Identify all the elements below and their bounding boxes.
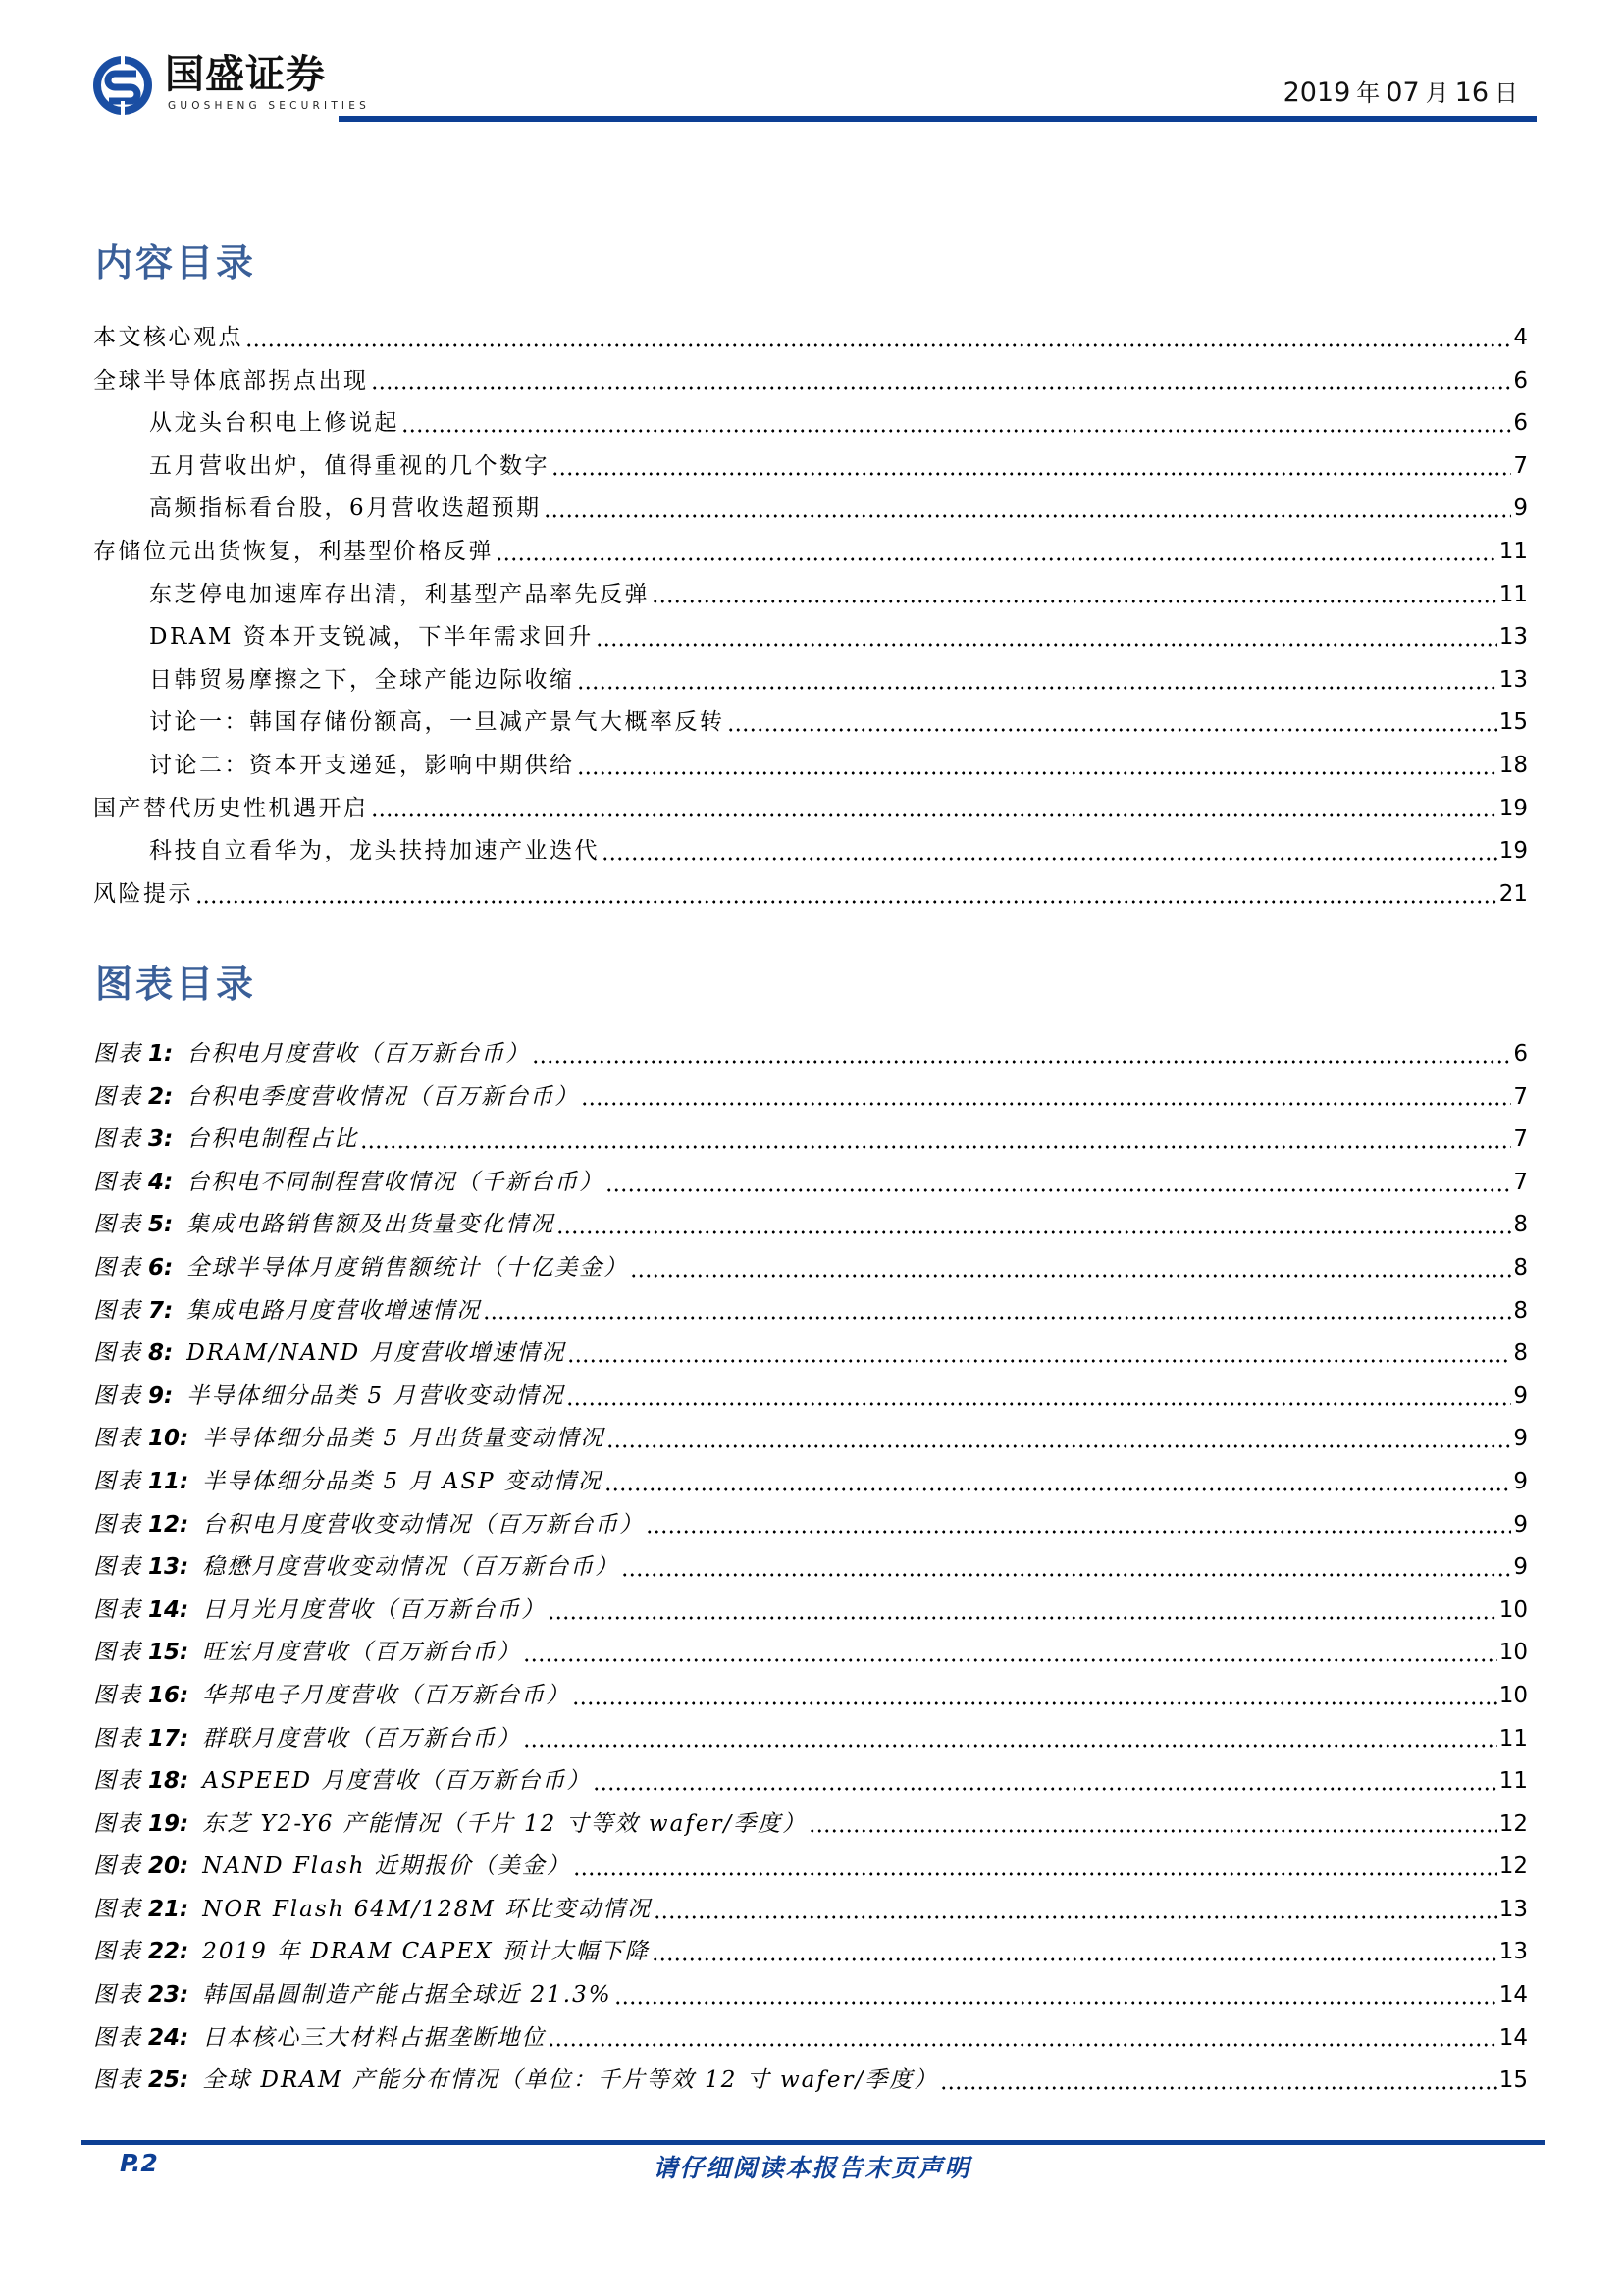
figure-label: 图表 (93, 1511, 142, 1538)
toc-entry-page: 13 (1498, 624, 1528, 651)
dot-leader (727, 728, 1497, 732)
dot-leader (940, 2086, 1496, 2090)
figure-entry-page: 14 (1498, 2024, 1528, 2051)
toc-entry-title[interactable]: 风险提示 (93, 880, 193, 907)
figure-label: 图表 (93, 1810, 142, 1837)
figure-number: 2: (148, 1083, 174, 1110)
figures-title: 图表目录 (95, 962, 257, 1006)
figure-entry-title[interactable]: 全球 DRAM 产能分布情况（单位：千片等效 12 寸 wafer/季度） (202, 2067, 939, 2094)
toc-entry-title[interactable]: 高频指标看台股，6月营收迭超预期 (149, 496, 542, 522)
figure-number: 4: (148, 1169, 174, 1195)
figure-label: 图表 (93, 1853, 142, 1880)
figure-entry-title[interactable]: 稳懋月度营收变动情况（百万新台币） (202, 1554, 620, 1581)
figure-entry[interactable] (93, 1718, 1528, 1761)
figure-number: 16: (148, 1682, 189, 1708)
figure-entry[interactable] (93, 2060, 1528, 2103)
toc-entry[interactable] (93, 402, 1528, 445)
figure-number: 21: (148, 1896, 189, 1922)
figure-number: 25: (148, 2067, 189, 2094)
toc-entry[interactable] (93, 873, 1528, 916)
dot-leader (532, 1060, 1511, 1064)
figure-entry[interactable] (93, 1290, 1528, 1333)
toc-entry-title[interactable]: 五月营收出炉，值得重视的几个数字 (149, 452, 550, 479)
figure-number: 11: (148, 1468, 189, 1494)
figure-number: 3: (148, 1126, 174, 1153)
toc-entry-page: 21 (1498, 880, 1528, 907)
dot-leader (523, 1744, 1497, 1748)
figure-entry-title[interactable]: 日本核心三大材料占据垄断地位 (202, 2024, 547, 2051)
toc-entry-page: 11 (1498, 538, 1528, 564)
toc-entry-page: 9 (1513, 496, 1528, 522)
toc-entry-page: 19 (1498, 795, 1528, 821)
toc-entry[interactable] (93, 616, 1528, 659)
figure-number: 22: (148, 1939, 189, 1965)
figure-label: 图表 (93, 1982, 142, 2009)
figure-entry-title[interactable]: 集成电路销售额及出货量变化情况 (186, 1212, 555, 1238)
toc-entry-page: 15 (1498, 709, 1528, 736)
dot-leader (604, 1487, 1511, 1491)
date-day-unit: 日 (1494, 79, 1518, 107)
dot-leader (621, 1573, 1511, 1577)
figure-label: 图表 (93, 1640, 142, 1666)
toc-entry[interactable] (93, 702, 1528, 745)
figure-entry-page: 10 (1498, 1682, 1528, 1708)
figure-label: 图表 (93, 1297, 142, 1324)
dot-leader (581, 1102, 1511, 1106)
figure-label: 图表 (93, 1083, 142, 1110)
toc-entry-page: 19 (1498, 838, 1528, 864)
contents-list (93, 317, 1528, 915)
figure-entry-page: 13 (1498, 1939, 1528, 1965)
figure-number: 17: (148, 1725, 189, 1751)
figure-entry[interactable] (93, 1504, 1528, 1547)
figure-entry[interactable] (93, 1033, 1528, 1076)
dot-leader (630, 1274, 1511, 1278)
figure-entry[interactable] (93, 1889, 1528, 1932)
figure-entry[interactable] (93, 1590, 1528, 1633)
dot-leader (577, 771, 1497, 775)
toc-entry-title[interactable]: 讨论二：资本开支递延，影响中期供给 (149, 752, 575, 778)
figure-entry-title[interactable]: 半导体细分品类 5 月营收变动情况 (186, 1383, 565, 1409)
toc-entry[interactable] (93, 659, 1528, 703)
figure-label: 图表 (93, 1725, 142, 1751)
figure-entry[interactable] (93, 1204, 1528, 1247)
toc-entry-page: 13 (1498, 666, 1528, 693)
figure-entry-title[interactable]: 集成电路月度营收增速情况 (186, 1297, 482, 1324)
dot-leader (523, 1658, 1497, 1662)
toc-entry-page: 11 (1498, 581, 1528, 607)
figure-entry-page: 7 (1513, 1126, 1528, 1153)
figure-entry[interactable] (93, 1760, 1528, 1803)
figure-entry-title[interactable]: ASPEED 月度营收（百万新台币） (202, 1768, 592, 1795)
figure-entry[interactable] (93, 1162, 1528, 1205)
figure-label: 图表 (93, 1126, 142, 1153)
figure-number: 5: (148, 1212, 174, 1238)
dot-leader (544, 514, 1512, 518)
figure-entry[interactable] (93, 1332, 1528, 1376)
toc-entry-title[interactable]: 存储位元出货恢复，利基型价格反弹 (93, 538, 494, 564)
figure-entry[interactable] (93, 1974, 1528, 2017)
figure-number: 18: (148, 1768, 189, 1795)
figure-entry[interactable] (93, 1461, 1528, 1504)
dot-leader (556, 1230, 1511, 1234)
figure-label: 图表 (93, 1169, 142, 1195)
toc-entry-title[interactable]: 日韩贸易摩擦之下，全球产能边际收缩 (149, 666, 575, 693)
figure-label: 图表 (93, 1254, 142, 1280)
figure-entry[interactable] (93, 1247, 1528, 1290)
figure-entry-page: 13 (1498, 1896, 1528, 1922)
figure-entry-title[interactable]: 台积电制程占比 (186, 1126, 359, 1153)
toc-entry[interactable] (93, 830, 1528, 873)
figure-entry-page: 9 (1513, 1426, 1528, 1452)
figure-number: 20: (148, 1853, 189, 1880)
figure-entry-page: 7 (1513, 1169, 1528, 1195)
figure-entry-title[interactable]: 半导体细分品类 5 月 ASP 变动情况 (202, 1468, 602, 1494)
toc-entry-title[interactable]: 讨论一：韩国存储份额高，一旦减产景气大概率反转 (149, 709, 725, 736)
header-divider (339, 116, 1537, 122)
figure-entry[interactable] (93, 1632, 1528, 1675)
report-date (1283, 77, 1524, 110)
figure-entry[interactable] (93, 1546, 1528, 1590)
figure-label: 图表 (93, 1212, 142, 1238)
dot-leader (551, 472, 1511, 476)
figure-entry-page: 10 (1498, 1640, 1528, 1666)
figure-entry-page: 12 (1498, 1810, 1528, 1837)
figure-number: 1: (148, 1041, 174, 1067)
figure-entry-title[interactable]: 华邦电子月度营收（百万新台币） (202, 1682, 571, 1708)
toc-entry-page: 6 (1513, 410, 1528, 437)
figure-entry-page: 9 (1513, 1554, 1528, 1581)
dot-leader (483, 1316, 1511, 1320)
toc-entry-title[interactable]: DRAM 资本开支锐减，下半年需求回升 (149, 624, 594, 651)
figure-label: 图表 (93, 1041, 142, 1067)
figure-label: 图表 (93, 2067, 142, 2094)
dot-leader (572, 1701, 1497, 1705)
figure-number: 12: (148, 1511, 189, 1538)
figure-label: 图表 (93, 1426, 142, 1452)
toc-entry[interactable] (93, 531, 1528, 574)
figure-number: 14: (148, 1596, 189, 1623)
toc-entry[interactable] (93, 445, 1528, 489)
dot-leader (360, 1145, 1511, 1149)
dot-leader (654, 1915, 1497, 1919)
figure-number: 9: (148, 1383, 174, 1409)
figure-label: 图表 (93, 1554, 142, 1581)
date-year-unit: 年 (1356, 79, 1381, 107)
figure-entry-page: 14 (1498, 1982, 1528, 2009)
dot-leader (605, 1188, 1511, 1192)
toc-entry[interactable] (93, 317, 1528, 360)
figure-entry-page: 8 (1513, 1212, 1528, 1238)
figure-entry[interactable] (93, 1931, 1528, 1974)
figure-number: 13: (148, 1554, 189, 1581)
figure-number: 23: (148, 1982, 189, 2009)
figure-label: 图表 (93, 1682, 142, 1708)
dot-leader (652, 600, 1497, 603)
figure-entry[interactable] (93, 1376, 1528, 1419)
figure-entry-title[interactable]: 韩国晶圆制造产能占据全球近 21.3% (202, 1982, 612, 2009)
dot-leader (652, 1957, 1497, 1961)
figure-entry-title[interactable]: NOR Flash 64M/128M 环比变动情况 (202, 1896, 653, 1922)
figure-entry-page: 8 (1513, 1254, 1528, 1280)
dot-leader (577, 686, 1497, 690)
figure-label: 图表 (93, 1340, 142, 1367)
figure-label: 图表 (93, 1939, 142, 1965)
dot-leader (606, 1444, 1511, 1448)
toc-entry[interactable] (93, 488, 1528, 531)
toc-entry-page: 4 (1513, 325, 1528, 350)
figure-number: 15: (148, 1640, 189, 1666)
figure-entry-title[interactable]: 台积电季度营收情况（百万新台币） (186, 1083, 580, 1110)
toc-entry[interactable] (93, 745, 1528, 788)
figure-entry-page: 7 (1513, 1083, 1528, 1110)
date-day: 16 (1454, 78, 1489, 108)
dot-leader (245, 343, 1511, 347)
dot-leader (548, 2043, 1497, 2047)
toc-entry-title[interactable]: 东芝停电加速库存出清，利基型产品率先反弹 (149, 581, 650, 607)
figure-entry-page: 8 (1513, 1340, 1528, 1367)
figure-entry-page: 6 (1513, 1041, 1528, 1067)
figure-entry-page: 11 (1498, 1768, 1528, 1795)
dot-leader (614, 2001, 1497, 2005)
toc-entry[interactable] (93, 360, 1528, 403)
toc-entry[interactable] (93, 788, 1528, 831)
figure-entry[interactable] (93, 2017, 1528, 2061)
figure-label: 图表 (93, 1896, 142, 1922)
toc-entry-page: 7 (1513, 452, 1528, 479)
figure-number: 7: (148, 1297, 174, 1324)
figure-entry-title[interactable]: 台积电月度营收变动情况（百万新台币） (202, 1511, 645, 1538)
figure-label: 图表 (93, 1383, 142, 1409)
figure-entry-page: 8 (1513, 1297, 1528, 1324)
figure-entry-title[interactable]: 全球半导体月度销售额统计（十亿美金） (186, 1254, 629, 1280)
figure-label: 图表 (93, 2024, 142, 2051)
dot-leader (596, 643, 1497, 647)
toc-entry-page: 18 (1498, 752, 1528, 778)
figure-entry-page: 15 (1498, 2067, 1528, 2094)
figure-entry[interactable] (93, 1675, 1528, 1718)
dot-leader (567, 1359, 1511, 1363)
figure-number: 6: (148, 1254, 174, 1280)
dot-leader (602, 857, 1497, 861)
page-number: P.2 (120, 2149, 158, 2177)
figure-entry-title[interactable]: 东芝 Y2-Y6 产能情况（千片 12 寸等效 wafer/季度） (202, 1810, 808, 1837)
date-year: 2019 (1283, 78, 1351, 108)
date-month: 07 (1386, 78, 1420, 108)
toc-entry-page: 6 (1513, 367, 1528, 393)
dot-leader (195, 900, 1497, 904)
toc-entry-title[interactable]: 科技自立看华为，龙头扶持加速产业迭代 (149, 838, 600, 864)
dot-leader (809, 1829, 1497, 1833)
brand-name-cn: 国盛证券 (165, 51, 326, 97)
dot-leader (548, 1616, 1497, 1620)
dot-leader (371, 386, 1512, 390)
figure-entry-title[interactable]: 2019 年 DRAM CAPEX 预计大幅下降 (202, 1939, 650, 1965)
figure-entry-title[interactable]: 旺宏月度营收（百万新台币） (202, 1640, 522, 1666)
figure-entry-page: 10 (1498, 1596, 1528, 1623)
contents-title: 内容目录 (95, 240, 257, 285)
footer-divider (81, 2140, 1545, 2145)
date-month-unit: 月 (1425, 79, 1449, 107)
figure-entry-page: 9 (1513, 1511, 1528, 1538)
dot-leader (496, 557, 1497, 561)
dot-leader (371, 813, 1497, 817)
figure-entry-title[interactable]: 台积电不同制程营收情况（千新台币） (186, 1169, 604, 1195)
toc-entry-title[interactable]: 国产替代历史性机遇开启 (93, 795, 369, 821)
figure-entry[interactable] (93, 1803, 1528, 1847)
figures-list (93, 1033, 1528, 2103)
brand-name-en: GUOSHENG SECURITIES (168, 100, 370, 112)
figure-entry-title[interactable]: NAND Flash 近期报价（美金） (202, 1853, 571, 1880)
figure-label: 图表 (93, 1768, 142, 1795)
dot-leader (566, 1402, 1511, 1406)
figure-entry-title[interactable]: 日月光月度营收（百万新台币） (202, 1596, 547, 1623)
figure-entry-page: 9 (1513, 1468, 1528, 1494)
dot-leader (646, 1530, 1511, 1534)
company-logo-icon (91, 54, 154, 117)
dot-leader (573, 1872, 1497, 1876)
figure-number: 10: (148, 1426, 189, 1452)
toc-entry-title[interactable]: 本文核心观点 (93, 325, 243, 350)
figure-entry-title[interactable]: 半导体细分品类 5 月出货量变动情况 (202, 1426, 605, 1452)
figure-entry-page: 11 (1498, 1725, 1528, 1751)
figure-entry[interactable] (93, 1846, 1528, 1889)
toc-entry-title[interactable]: 从龙头台积电上修说起 (149, 410, 399, 437)
figure-entry-title[interactable]: 台积电月度营收（百万新台币） (186, 1041, 531, 1067)
figure-number: 19: (148, 1810, 189, 1837)
dot-leader (593, 1787, 1496, 1791)
figure-entry-page: 9 (1513, 1383, 1528, 1409)
figure-number: 8: (148, 1340, 174, 1367)
toc-entry-title[interactable]: 全球半导体底部拐点出现 (93, 367, 369, 393)
figure-entry-title[interactable]: DRAM/NAND 月度营收增速情况 (186, 1340, 566, 1367)
figure-entry-page: 12 (1498, 1853, 1528, 1880)
figure-label: 图表 (93, 1596, 142, 1623)
figure-label: 图表 (93, 1468, 142, 1494)
figure-entry[interactable] (93, 1418, 1528, 1461)
disclaimer-note: 请仔细阅读本报告末页声明 (653, 2154, 971, 2182)
toc-entry[interactable] (93, 574, 1528, 617)
figure-entry[interactable] (93, 1076, 1528, 1120)
figure-number: 24: (148, 2024, 189, 2051)
dot-leader (401, 429, 1511, 433)
figure-entry-title[interactable]: 群联月度营收（百万新台币） (202, 1725, 522, 1751)
figure-entry[interactable] (93, 1119, 1528, 1162)
